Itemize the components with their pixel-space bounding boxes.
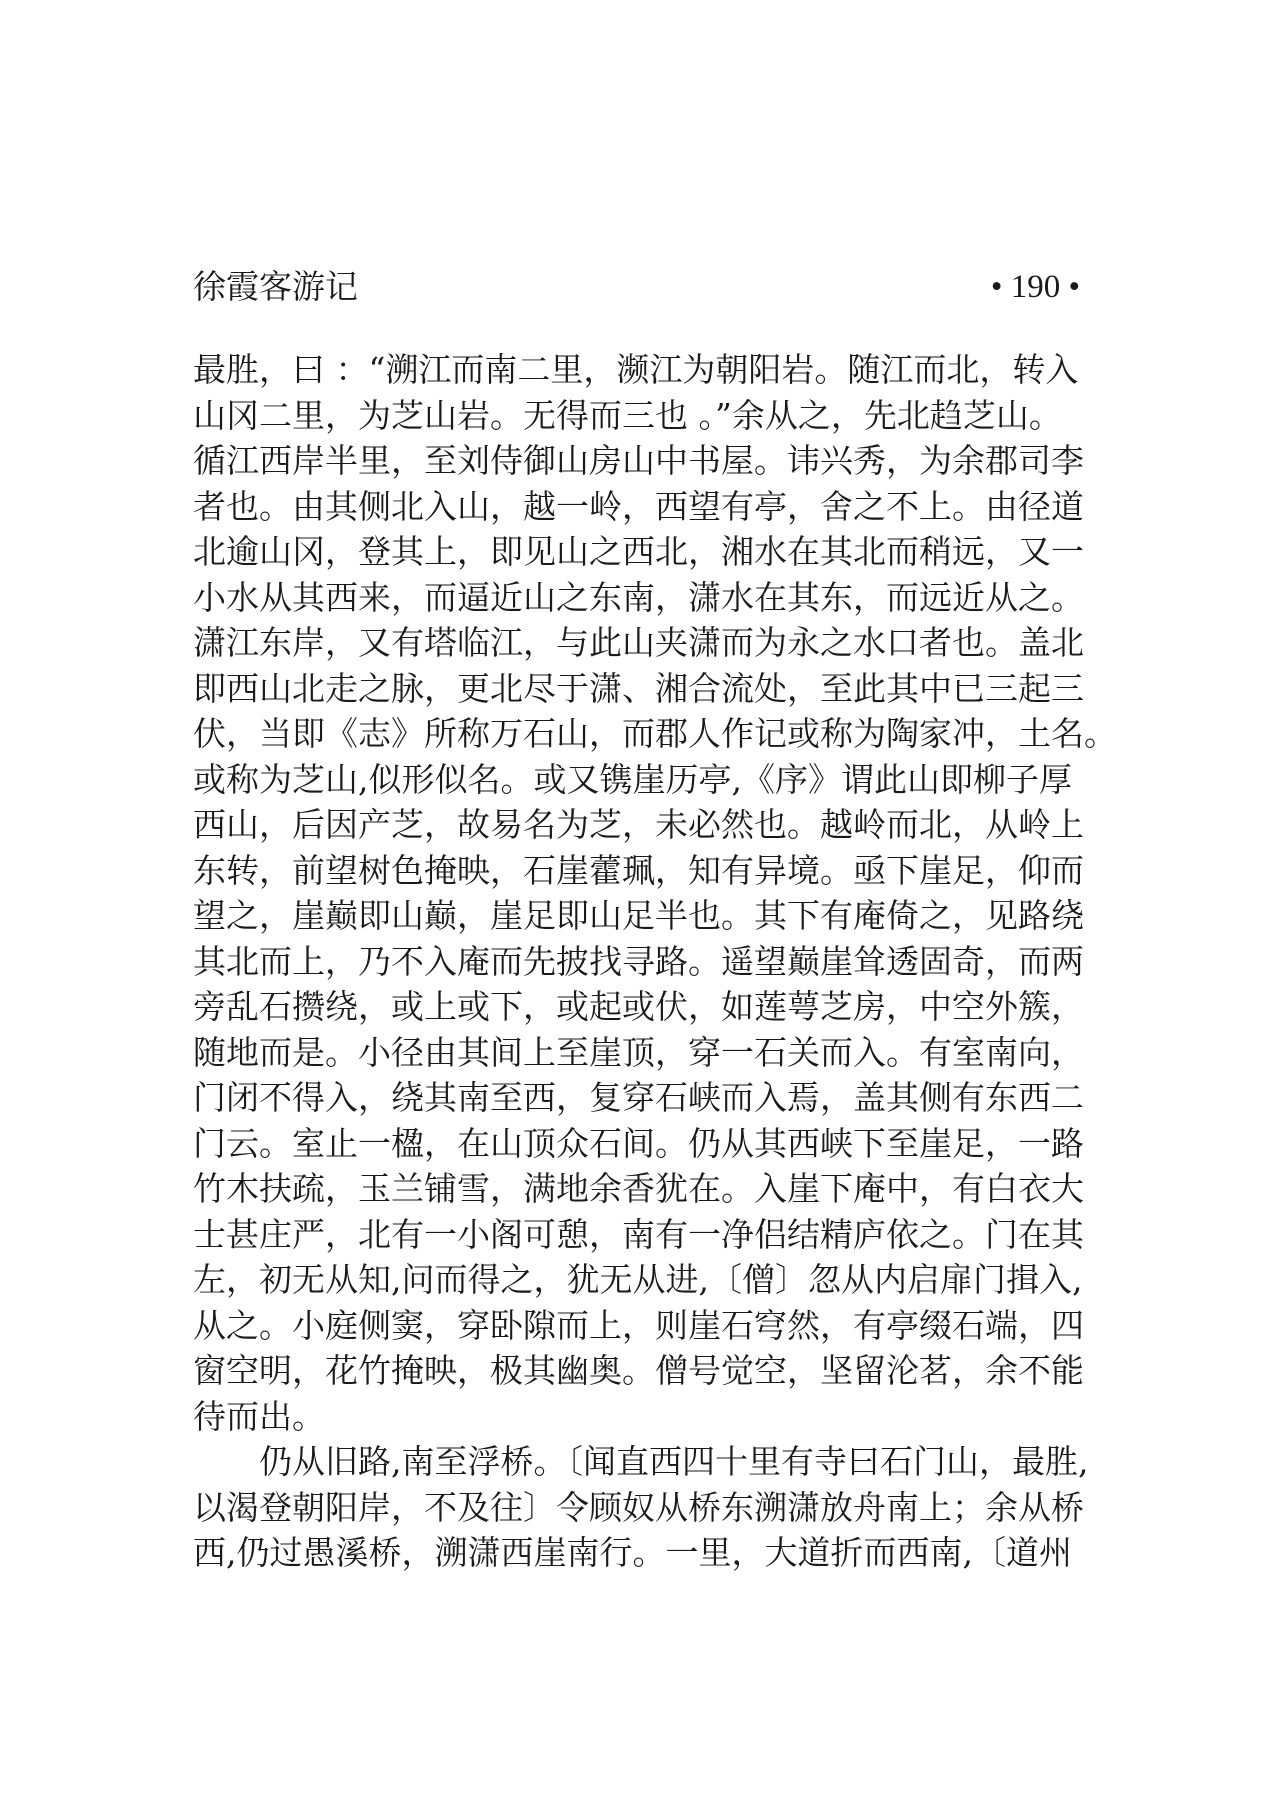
text-line: 东转，前望树色掩映，石崖藿珮，知有异境。亟下崖足，仰而: [193, 850, 1084, 890]
text-line: 山冈二里，为芝山岩。无得而三也 。”余从之，先北趋芝山。: [193, 395, 1062, 435]
body-text: [193, 347, 1117, 1576]
page-number: • 190 •: [990, 269, 1080, 305]
text-line: 者也。由其侧北入山，越一岭，西望有亭，舍之不上。由径道: [193, 486, 1084, 526]
book-title: 徐霞客游记: [193, 267, 358, 306]
text-line: 士甚庄严，北有一小阁可憩，南有一净侣结精庐依之。门在其: [193, 1214, 1084, 1254]
text-line: 北逾山冈，登其上，即见山之西北，湘水在其北而稍远，又一: [193, 532, 1084, 571]
text-line: 望之，崖巅即山巅，崖足即山足半也。其下有庵倚之，见路绕: [193, 896, 1084, 935]
text-line: 旁乱石攒绕，或上或下，或起或伏，如莲萼芝房，中空外簇，: [193, 987, 1084, 1026]
text-line: 或称为芝山,似形似名。或又镌崖历亭,《序》谓此山即柳子厚: [193, 759, 1072, 799]
text-line: 其北而上，乃不入庵而先披找寻路。遥望巅崖耸透固奇，而两: [193, 941, 1084, 981]
running-header: [193, 262, 1080, 312]
text-line: 以渴登朝阳岸，不及往〕令顾奴从桥东溯潇放舟南上；余从桥: [193, 1487, 1084, 1527]
text-line: 待而出。: [193, 1396, 325, 1436]
text-line: 从之。小庭侧窦，穿卧隙而上，则崖石穹然，有亭缀石端，四: [193, 1305, 1084, 1345]
text-line: 最胜，曰 ：“溯江而南二里，濒江为朝阳岩。随江而北，转入: [193, 350, 1079, 389]
text-line: 伏，当即《志》所称万石山，而郡人作记或称为陶家冲，土名。: [193, 714, 1117, 753]
text-line: 西山，后因产芝，故易名为芝，未必然也。越岭而北，从岭上: [193, 805, 1084, 844]
text-line: 左，初无从知,问而得之，犹无从进,〔僧〕忽从内启扉门揖入,: [193, 1260, 1083, 1299]
text-line: 窗空明，花竹掩映，极其幽奥。僧号觉空，坚留沦茗，余不能: [193, 1351, 1084, 1390]
text-line: 门闭不得入，绕其南至西，复穿石峡而入焉，盖其侧有东西二: [193, 1078, 1084, 1117]
text-line: 即西山北走之脉，更北尽于潇、湘合流处，至此其中已三起三: [193, 668, 1084, 708]
text-line: 小水从其西来，而逼近山之东南，潇水在其东，而远近从之。: [193, 577, 1084, 617]
text-line: 循江西岸半里，至刘侍御山房山中书屋。讳兴秀，为余郡司李: [193, 441, 1084, 480]
text-line: 随地而是。小径由其间上至崖顶，穿一石关而入。有室南向，: [193, 1032, 1084, 1072]
text-line: 竹木扶疏，玉兰铺雪，满地余香犹在。入崖下庵中，有白衣大: [193, 1169, 1084, 1208]
text-line: 潇江东岸，又有塔临江，与此山夹潇而为永之水口者也。盖北: [193, 623, 1084, 662]
text-line: 门云。室止一楹，在山顶众石间。仍从其西峡下至崖足，一路: [193, 1123, 1084, 1163]
paragraph-first-line: 仍从旧路,南至浮桥。〔闻直西四十里有寺曰石门山，最胜,: [259, 1442, 1089, 1481]
text-line: 西,仍过愚溪桥，溯潇西崖南行。一里，大道折而西南,〔道州: [193, 1533, 1072, 1572]
